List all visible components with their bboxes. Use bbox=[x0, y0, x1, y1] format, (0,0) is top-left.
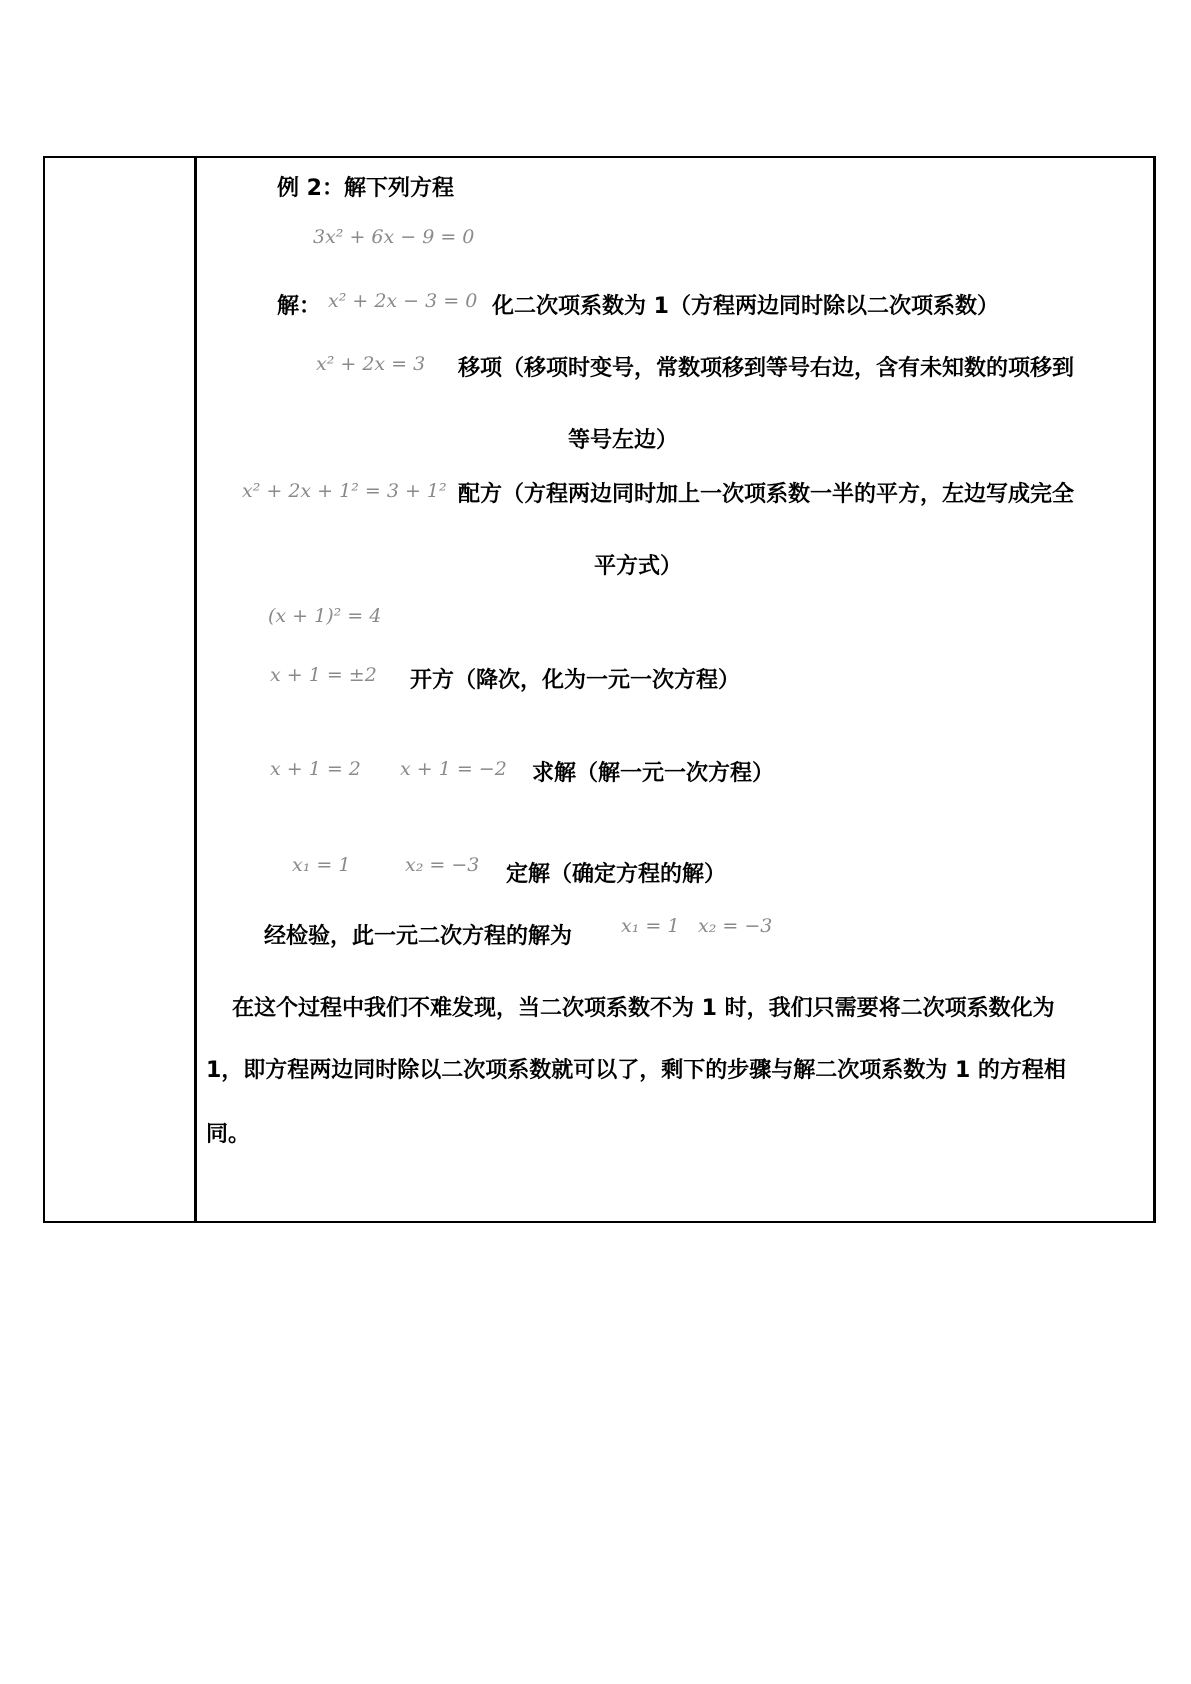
conclusion-x2: x₂ = −3 bbox=[698, 915, 773, 937]
example-title: 例 2：解下列方程 bbox=[277, 176, 454, 201]
left-column-cell bbox=[45, 158, 194, 1221]
step3-note-line1: 配方（方程两边同时加上一次项系数一半的平方，左边写成完全 bbox=[458, 482, 1075, 507]
solution-prefix: 解： bbox=[277, 294, 322, 319]
step7-note: 定解（确定方程的解） bbox=[506, 862, 727, 887]
step4-equation: (x + 1)² = 4 bbox=[268, 605, 382, 627]
step1-note: 化二次项系数为 1（方程两边同时除以二次项系数） bbox=[492, 294, 999, 319]
step5-note: 开方（降次，化为一元一次方程） bbox=[410, 668, 741, 693]
column-divider bbox=[194, 158, 197, 1221]
equation-original: 3x² + 6x − 9 = 0 bbox=[313, 226, 475, 248]
step2-note-line1: 移项（移项时变号，常数项移到等号右边，含有未知数的项移到 bbox=[458, 356, 1075, 381]
conclusion-x1: x₁ = 1 bbox=[621, 915, 680, 937]
step2-note-line2: 等号左边） bbox=[568, 428, 679, 453]
step3-note-line2: 平方式） bbox=[594, 554, 683, 579]
summary-line3: 同。 bbox=[206, 1122, 251, 1147]
summary-line1: 在这个过程中我们不难发现，当二次项系数不为 1 时，我们只需要将二次项系数化为 bbox=[232, 996, 1055, 1021]
step1-equation: x² + 2x − 3 = 0 bbox=[328, 290, 478, 312]
step6-equation-a: x + 1 = 2 bbox=[270, 758, 361, 780]
step5-equation: x + 1 = ±2 bbox=[270, 664, 377, 686]
conclusion-prefix: 经检验，此一元二次方程的解为 bbox=[264, 924, 573, 949]
step2-equation: x² + 2x = 3 bbox=[316, 353, 426, 375]
step6-note: 求解（解一元一次方程） bbox=[532, 761, 775, 786]
step7-equation-b: x₂ = −3 bbox=[405, 854, 480, 876]
step3-equation: x² + 2x + 1² = 3 + 1² bbox=[242, 480, 447, 502]
summary-line2: 1，即方程两边同时除以二次项系数就可以了，剩下的步骤与解二次项系数为 1 的方程相 bbox=[206, 1058, 1066, 1083]
step7-equation-a: x₁ = 1 bbox=[292, 854, 351, 876]
step6-equation-b: x + 1 = −2 bbox=[400, 758, 507, 780]
